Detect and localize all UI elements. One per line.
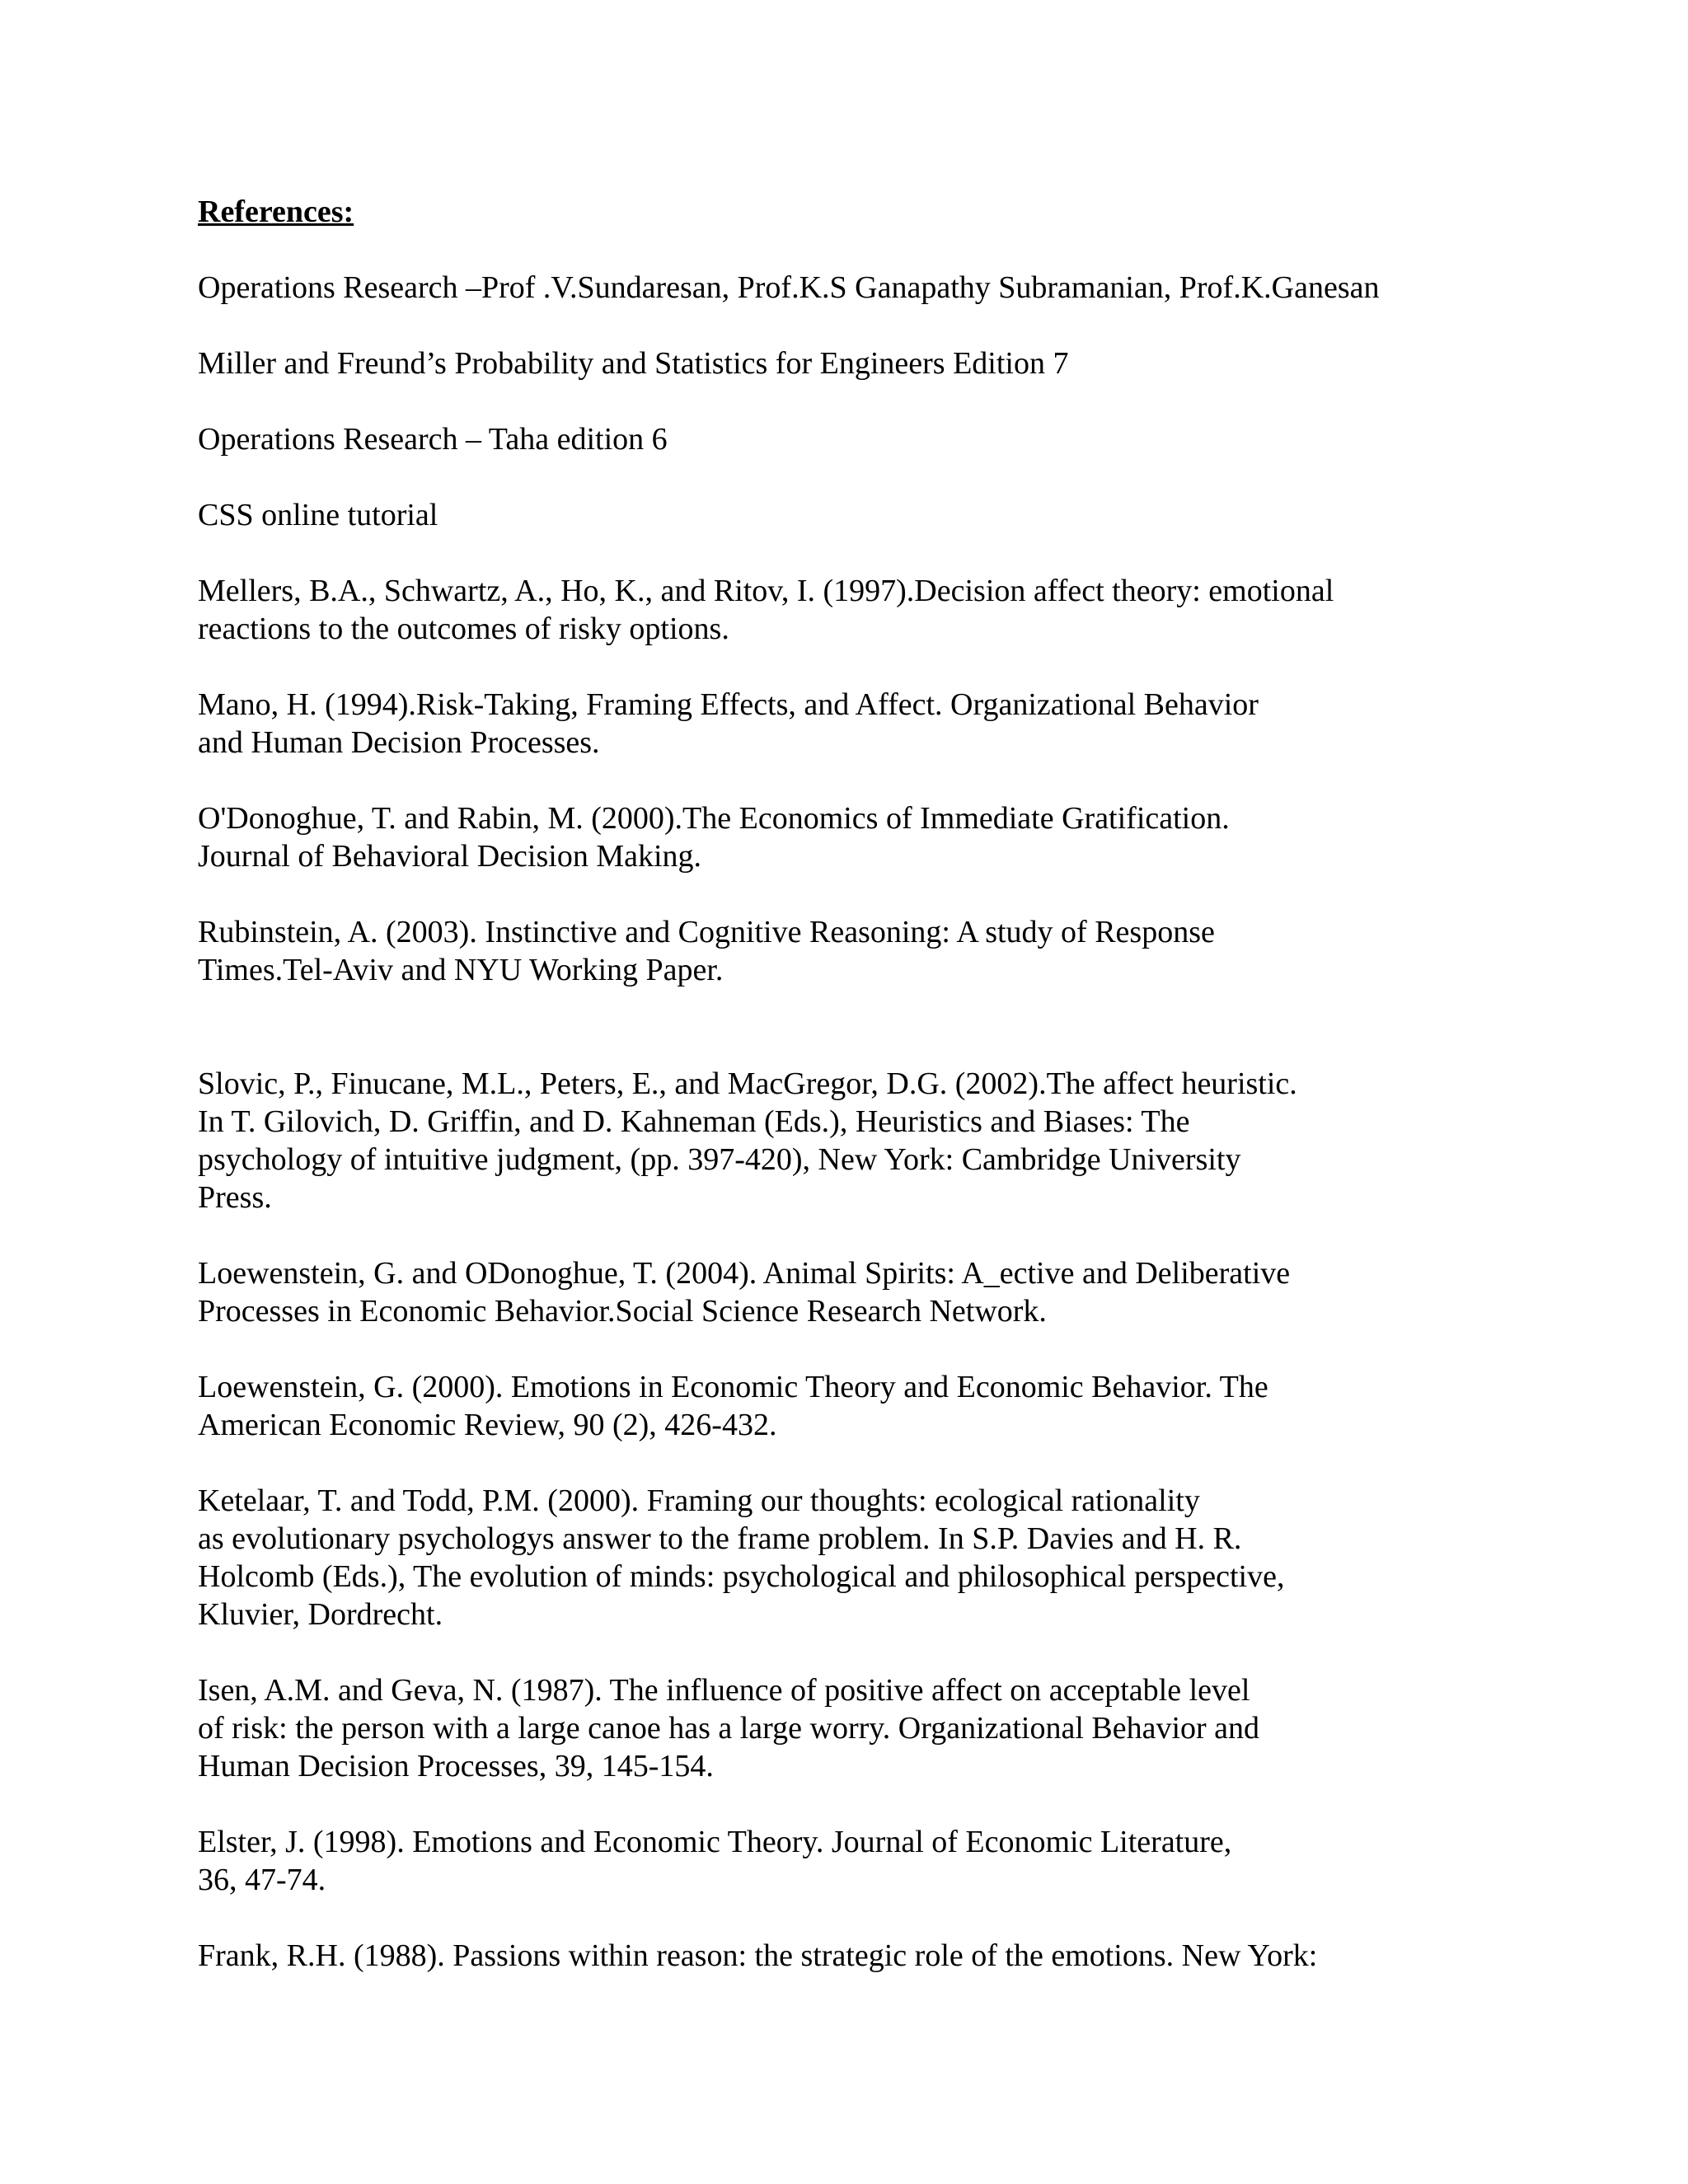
reference-entry bbox=[198, 1065, 1566, 1216]
reference-list bbox=[198, 269, 1566, 1975]
reference-entry bbox=[198, 913, 1566, 989]
reference-line: Frank, R.H. (1988). Passions within reason: the strategic role of the emotions. New York: bbox=[198, 1938, 1318, 1973]
reference-line: psychology of intuitive judgment, (pp. 397-420), New York: Cambridge University bbox=[198, 1142, 1241, 1177]
references-heading: References: bbox=[198, 194, 354, 229]
reference-line: Human Decision Processes, 39, 145-154. bbox=[198, 1749, 714, 1783]
references-section bbox=[198, 193, 1566, 2013]
reference-line: Holcomb (Eds.), The evolution of minds: psychological and philosophical perspective, bbox=[198, 1559, 1285, 1594]
reference-line: 36, 47-74. bbox=[198, 1863, 326, 1897]
reference-line: Slovic, P., Finucane, M.L., Peters, E., and MacGregor, D.G. (2002).The affect heuristic. bbox=[198, 1066, 1297, 1101]
reference-line: Journal of Behavioral Decision Making. bbox=[198, 839, 702, 874]
reference-line: In T. Gilovich, D. Griffin, and D. Kahneman (Eds.), Heuristics and Biases: The bbox=[198, 1104, 1190, 1139]
reference-entry bbox=[198, 686, 1566, 762]
reference-line: Mano, H. (1994).Risk-Taking, Framing Effects, and Affect. Organizational Behavior bbox=[198, 687, 1259, 722]
reference-line: of risk: the person with a large canoe has a large worry. Organizational Behavior and bbox=[198, 1711, 1260, 1746]
reference-line: Press. bbox=[198, 1180, 272, 1215]
reference-line: Rubinstein, A. (2003). Instinctive and Cognitive Reasoning: A study of Response bbox=[198, 915, 1215, 949]
reference-line: Times.Tel-Aviv and NYU Working Paper. bbox=[198, 953, 724, 987]
reference-line: Operations Research – Taha edition 6 bbox=[198, 422, 668, 457]
reference-entry bbox=[198, 496, 1566, 534]
reference-entry bbox=[198, 1671, 1566, 1785]
reference-line: and Human Decision Processes. bbox=[198, 725, 600, 760]
reference-line: O'Donoghue, T. and Rabin, M. (2000).The Economics of Immediate Gratification. bbox=[198, 801, 1230, 836]
reference-entry bbox=[198, 1937, 1566, 1975]
reference-entry bbox=[198, 799, 1566, 875]
reference-line: Kluvier, Dordrecht. bbox=[198, 1597, 443, 1632]
reference-entry bbox=[198, 420, 1566, 458]
reference-line: CSS online tutorial bbox=[198, 498, 438, 532]
reference-line: American Economic Review, 90 (2), 426-432. bbox=[198, 1408, 777, 1442]
reference-entry bbox=[198, 344, 1566, 382]
reference-line: Loewenstein, G. (2000). Emotions in Economic Theory and Economic Behavior. The bbox=[198, 1370, 1268, 1404]
reference-entry bbox=[198, 572, 1566, 648]
reference-line: Ketelaar, T. and Todd, P.M. (2000). Framing our thoughts: ecological rationality bbox=[198, 1483, 1200, 1518]
reference-line: reactions to the outcomes of risky options. bbox=[198, 612, 729, 646]
reference-line: Isen, A.M. and Geva, N. (1987). The influence of positive affect on acceptable level bbox=[198, 1673, 1250, 1708]
reference-line: as evolutionary psychologys answer to the frame problem. In S.P. Davies and H. R. bbox=[198, 1521, 1242, 1556]
reference-entry bbox=[198, 1482, 1566, 1633]
reference-entry bbox=[198, 1823, 1566, 1899]
reference-line: Mellers, B.A., Schwartz, A., Ho, K., and Ritov, I. (1997).Decision affect theory: emotional bbox=[198, 574, 1334, 608]
reference-line: Loewenstein, G. and ODonoghue, T. (2004). Animal Spirits: A_ective and Deliberative bbox=[198, 1256, 1291, 1291]
reference-entry bbox=[198, 1368, 1566, 1444]
reference-line: Processes in Economic Behavior.Social Science Research Network. bbox=[198, 1294, 1047, 1329]
reference-line: Operations Research –Prof .V.Sundaresan, Prof.K.S Ganapathy Subramanian, Prof.K.Ganesan bbox=[198, 270, 1380, 305]
reference-line: Miller and Freund’s Probability and Statistics for Engineers Edition 7 bbox=[198, 346, 1069, 381]
reference-line: Elster, J. (1998). Emotions and Economic Theory. Journal of Economic Literature, bbox=[198, 1825, 1232, 1859]
reference-entry bbox=[198, 269, 1566, 307]
reference-entry bbox=[198, 1254, 1566, 1330]
